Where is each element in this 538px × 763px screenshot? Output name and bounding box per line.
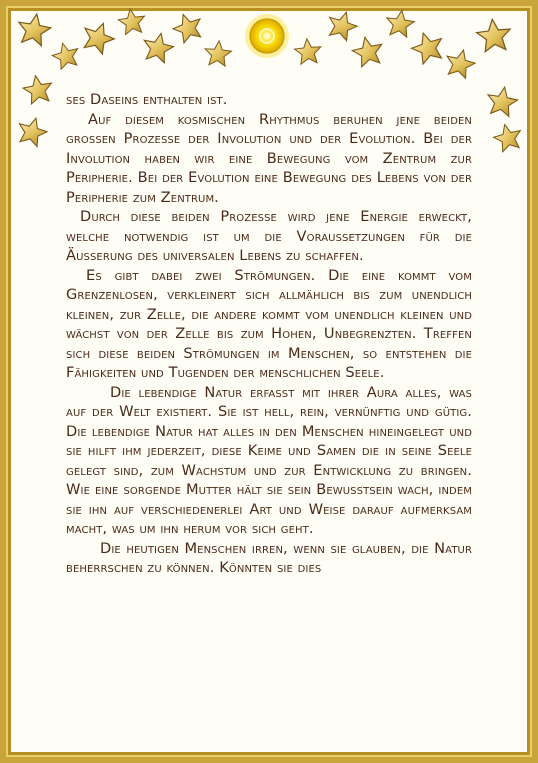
star-icon — [117, 8, 147, 35]
page-paper — [6, 6, 532, 757]
star-icon — [170, 10, 206, 45]
star-icon — [443, 47, 477, 80]
paragraph-processes: Durch diese beiden Prozesse wird jene Energie erweckt, welche notwendig ist um die Voraussetzungen für die Äusserung des universalen Lebens zu schaffen. — [66, 208, 472, 264]
star-icon — [385, 8, 416, 37]
star-icon — [476, 18, 513, 53]
paragraph-rhythm: Auf diesem kosmischen Rhythmus beruhen jene beiden grossen Prozesse der Involution und der Evolution. Bei der Involution haben wir eine Bewegung vom Zentrum zur Peripherie. Bei der Evolution eine Bewegung des Lebens von der Peripherie zum Zentrum. — [66, 110, 472, 206]
sun-icon — [245, 14, 289, 58]
star-icon — [324, 8, 360, 42]
star-icon — [350, 34, 385, 68]
star-icon — [294, 38, 322, 65]
star-icon — [15, 114, 50, 148]
paragraph-continuation: ses Daseins enthalten ist. — [66, 91, 228, 108]
star-icon — [50, 40, 82, 71]
star-icon — [141, 30, 176, 64]
star-icon — [79, 18, 118, 56]
paragraph-people-err: Die heutigen Menschen irren, wenn sie glauben, die Natur beherrschen zu können. Könnten sie dies — [66, 539, 472, 576]
star-icon — [21, 73, 54, 105]
paragraph-currents: Es gibt dabei zwei Strömungen. Die eine kommt vom Grenzenlosen, verkleinert sich allmählich bis zum unendlich kleinen, zur Zelle, die andere kommt vom unendlich kleinen und wächst von der Zelle bis zum Hohen, Unbegrenzten. Treffen sich diese beiden Strömungen im Menschen, so entstehen die Fähigkeiten und Tugenden der menschlichen Seele. — [66, 266, 472, 381]
star-icon — [16, 11, 53, 47]
star-icon — [485, 85, 519, 118]
star-icon — [491, 121, 524, 153]
star-icon — [408, 28, 447, 65]
body-text — [66, 90, 472, 578]
paragraph-living-nature: Die lebendige Natur erfasst mit ihrer Aura alles, was auf der Welt existiert. Sie ist hell, rein, vernünftig und gütig. Die lebendige Natur hat alles in den Menschen hineingelegt und sie hilft ihm jederzeit, diese Keime und Samen die in seine Seele gelegt sind, zum Wachstum und zur Entwicklung zu bringen. Wie eine sorgende Mutter hält sie sein Bewusstsein wach, indem sie ihn auf verschiedenerlei Art und Weise darauf aufmerksam macht, was um ihn herum vor sich geht. — [66, 383, 472, 537]
star-icon — [204, 40, 232, 67]
